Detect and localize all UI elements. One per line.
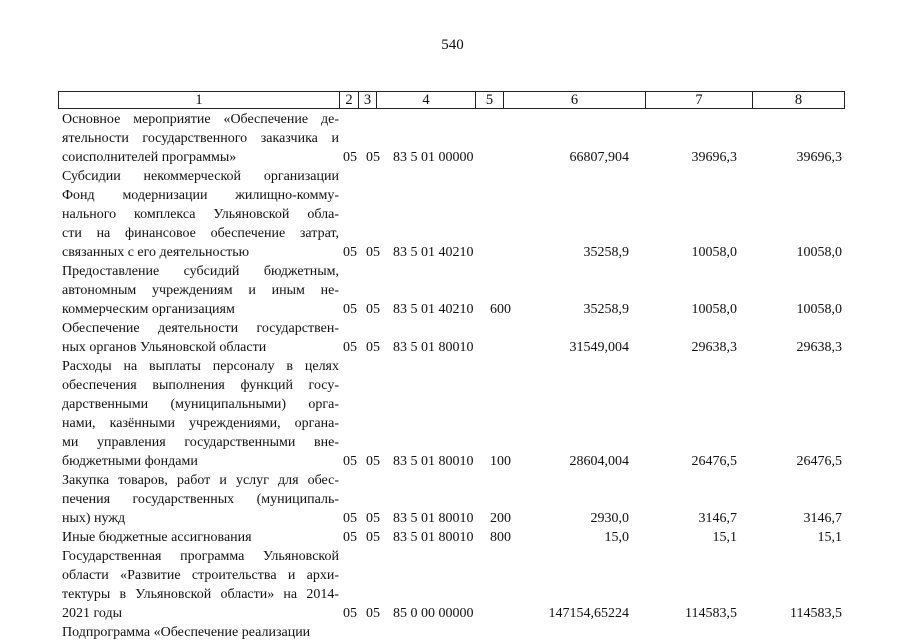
col-header-2: 2	[340, 92, 359, 108]
description-line: Иные бюджетные ассигнования	[62, 530, 252, 545]
description-line: соисполнителей программы»	[62, 150, 237, 165]
description-line: автономным учреждениям и иным не-	[62, 283, 339, 298]
cell-col-8: 10058,0	[796, 245, 842, 260]
cell-col-8: 3146,7	[803, 511, 842, 526]
cell-col-3: 05	[366, 245, 380, 260]
col-header-8: 8	[794, 92, 803, 108]
description-line: области «Развитие строительства и архи-	[62, 568, 339, 583]
cell-col-6: 2930,0	[590, 511, 629, 526]
cell-col-7: 3146,7	[698, 511, 737, 526]
cell-col-7: 29638,3	[691, 340, 737, 355]
cell-col-2: 05	[343, 454, 357, 469]
cell-col-3: 05	[366, 511, 380, 526]
cell-col-4: 83 5 01 80010	[393, 530, 474, 545]
cell-col-2: 05	[343, 606, 357, 621]
page-number: 540	[441, 37, 464, 53]
description-line: ных) нужд	[62, 511, 126, 526]
cell-col-5: 200	[490, 511, 511, 526]
description-line: Подпрограмма «Обеспечение реализации	[62, 625, 311, 640]
table-body	[0, 110, 905, 642]
cell-col-3: 05	[366, 150, 380, 165]
description-line: Обеспечение деятельности государствен-	[62, 321, 339, 336]
description-line: дарственными (муниципальными) орга-	[62, 397, 339, 412]
row-description	[62, 110, 339, 167]
cell-col-3: 05	[366, 340, 380, 355]
description-line: тектуры в Ульяновской области» на 2014-	[62, 587, 339, 602]
cell-col-4: 85 0 00 00000	[393, 606, 474, 621]
cell-col-6: 15,0	[604, 530, 629, 545]
row-description	[62, 357, 339, 471]
description-line: Предоставление субсидий бюджетным,	[62, 264, 339, 279]
cell-col-2: 05	[343, 302, 357, 317]
col-header-6: 6	[504, 92, 646, 108]
description-line: Закупка товаров, работ и услуг для обес-	[62, 473, 339, 488]
col-header-1: 1	[59, 92, 340, 108]
cell-col-2: 05	[343, 150, 357, 165]
cell-col-7: 15,1	[712, 530, 737, 545]
cell-col-4: 83 5 01 40210	[393, 302, 474, 317]
table-row	[0, 110, 905, 167]
description-line: сти на финансовое обеспечение затрат,	[62, 226, 339, 241]
cell-col-6: 66807,904	[569, 150, 629, 165]
cell-col-8: 15,1	[817, 530, 842, 545]
cell-col-4: 83 5 01 40210	[393, 245, 474, 260]
description-line: ми управления государственными вне-	[62, 435, 339, 450]
col-header-4: 4	[377, 92, 476, 108]
table-row	[0, 528, 905, 547]
table-row	[0, 167, 905, 262]
cell-col-8: 39696,3	[796, 150, 842, 165]
cell-col-4: 83 5 01 80010	[393, 454, 474, 469]
row-description	[62, 167, 339, 262]
row-description	[62, 623, 339, 642]
table-row	[0, 262, 905, 319]
cell-col-5: 100	[490, 454, 511, 469]
description-line: Субсидии некоммерческой организации	[62, 169, 339, 184]
cell-col-2: 05	[343, 340, 357, 355]
row-description	[62, 319, 339, 357]
table-row	[0, 623, 905, 642]
description-line: 2021 годы	[62, 606, 123, 621]
cell-col-8: 10058,0	[796, 302, 842, 317]
description-line: Фонд модернизации жилищно-комму-	[62, 188, 339, 203]
description-line: Основное мероприятие «Обеспечение де-	[62, 112, 339, 127]
row-description	[62, 528, 339, 547]
description-line: ных органов Ульяновской области	[62, 340, 267, 355]
cell-col-8: 26476,5	[796, 454, 842, 469]
cell-col-6: 35258,9	[583, 302, 629, 317]
cell-col-7: 26476,5	[691, 454, 737, 469]
col-header-3: 3	[359, 92, 377, 108]
cell-col-6: 147154,65224	[548, 606, 629, 621]
col-header-5: 5	[476, 92, 504, 108]
cell-col-7: 10058,0	[691, 245, 737, 260]
cell-col-8: 29638,3	[796, 340, 842, 355]
table-row	[0, 471, 905, 528]
cell-col-5: 800	[490, 530, 511, 545]
description-line: связанных с его деятельностью	[62, 245, 250, 260]
cell-col-6: 28604,004	[569, 454, 629, 469]
cell-col-3: 05	[366, 530, 380, 545]
description-line: печения государственных (муниципаль-	[62, 492, 339, 507]
cell-col-4: 83 5 01 80010	[393, 511, 474, 526]
col-header-7: 7	[646, 92, 753, 108]
cell-col-3: 05	[366, 454, 380, 469]
cell-col-2: 05	[343, 530, 357, 545]
table-row	[0, 357, 905, 471]
table-row	[0, 547, 905, 623]
description-line: ятельности государственного заказчика и	[62, 131, 339, 146]
row-description	[62, 471, 339, 528]
description-line: бюджетными фондами	[62, 454, 198, 469]
table-header	[58, 91, 845, 109]
row-description	[62, 262, 339, 319]
cell-col-7: 114583,5	[685, 606, 737, 621]
description-line: Государственная программа Ульяновской	[62, 549, 339, 564]
cell-col-4: 83 5 01 80010	[393, 340, 474, 355]
row-description	[62, 547, 339, 623]
description-line: обеспечения выполнения функций госу-	[62, 378, 339, 393]
cell-col-3: 05	[366, 302, 380, 317]
cell-col-5: 600	[490, 302, 511, 317]
cell-col-6: 35258,9	[583, 245, 629, 260]
description-line: Расходы на выплаты персоналу в целях	[62, 359, 339, 374]
cell-col-4: 83 5 01 00000	[393, 150, 474, 165]
cell-col-3: 05	[366, 606, 380, 621]
cell-col-6: 31549,004	[569, 340, 629, 355]
cell-col-7: 39696,3	[691, 150, 737, 165]
cell-col-2: 05	[343, 511, 357, 526]
cell-col-8: 114583,5	[790, 606, 842, 621]
cell-col-7: 10058,0	[691, 302, 737, 317]
description-line: нами, казёнными учреждениями, органа-	[62, 416, 339, 431]
description-line: нального комплекса Ульяновской обла-	[62, 207, 339, 222]
table-row	[0, 319, 905, 357]
description-line: коммерческим организациям	[62, 302, 235, 317]
cell-col-2: 05	[343, 245, 357, 260]
